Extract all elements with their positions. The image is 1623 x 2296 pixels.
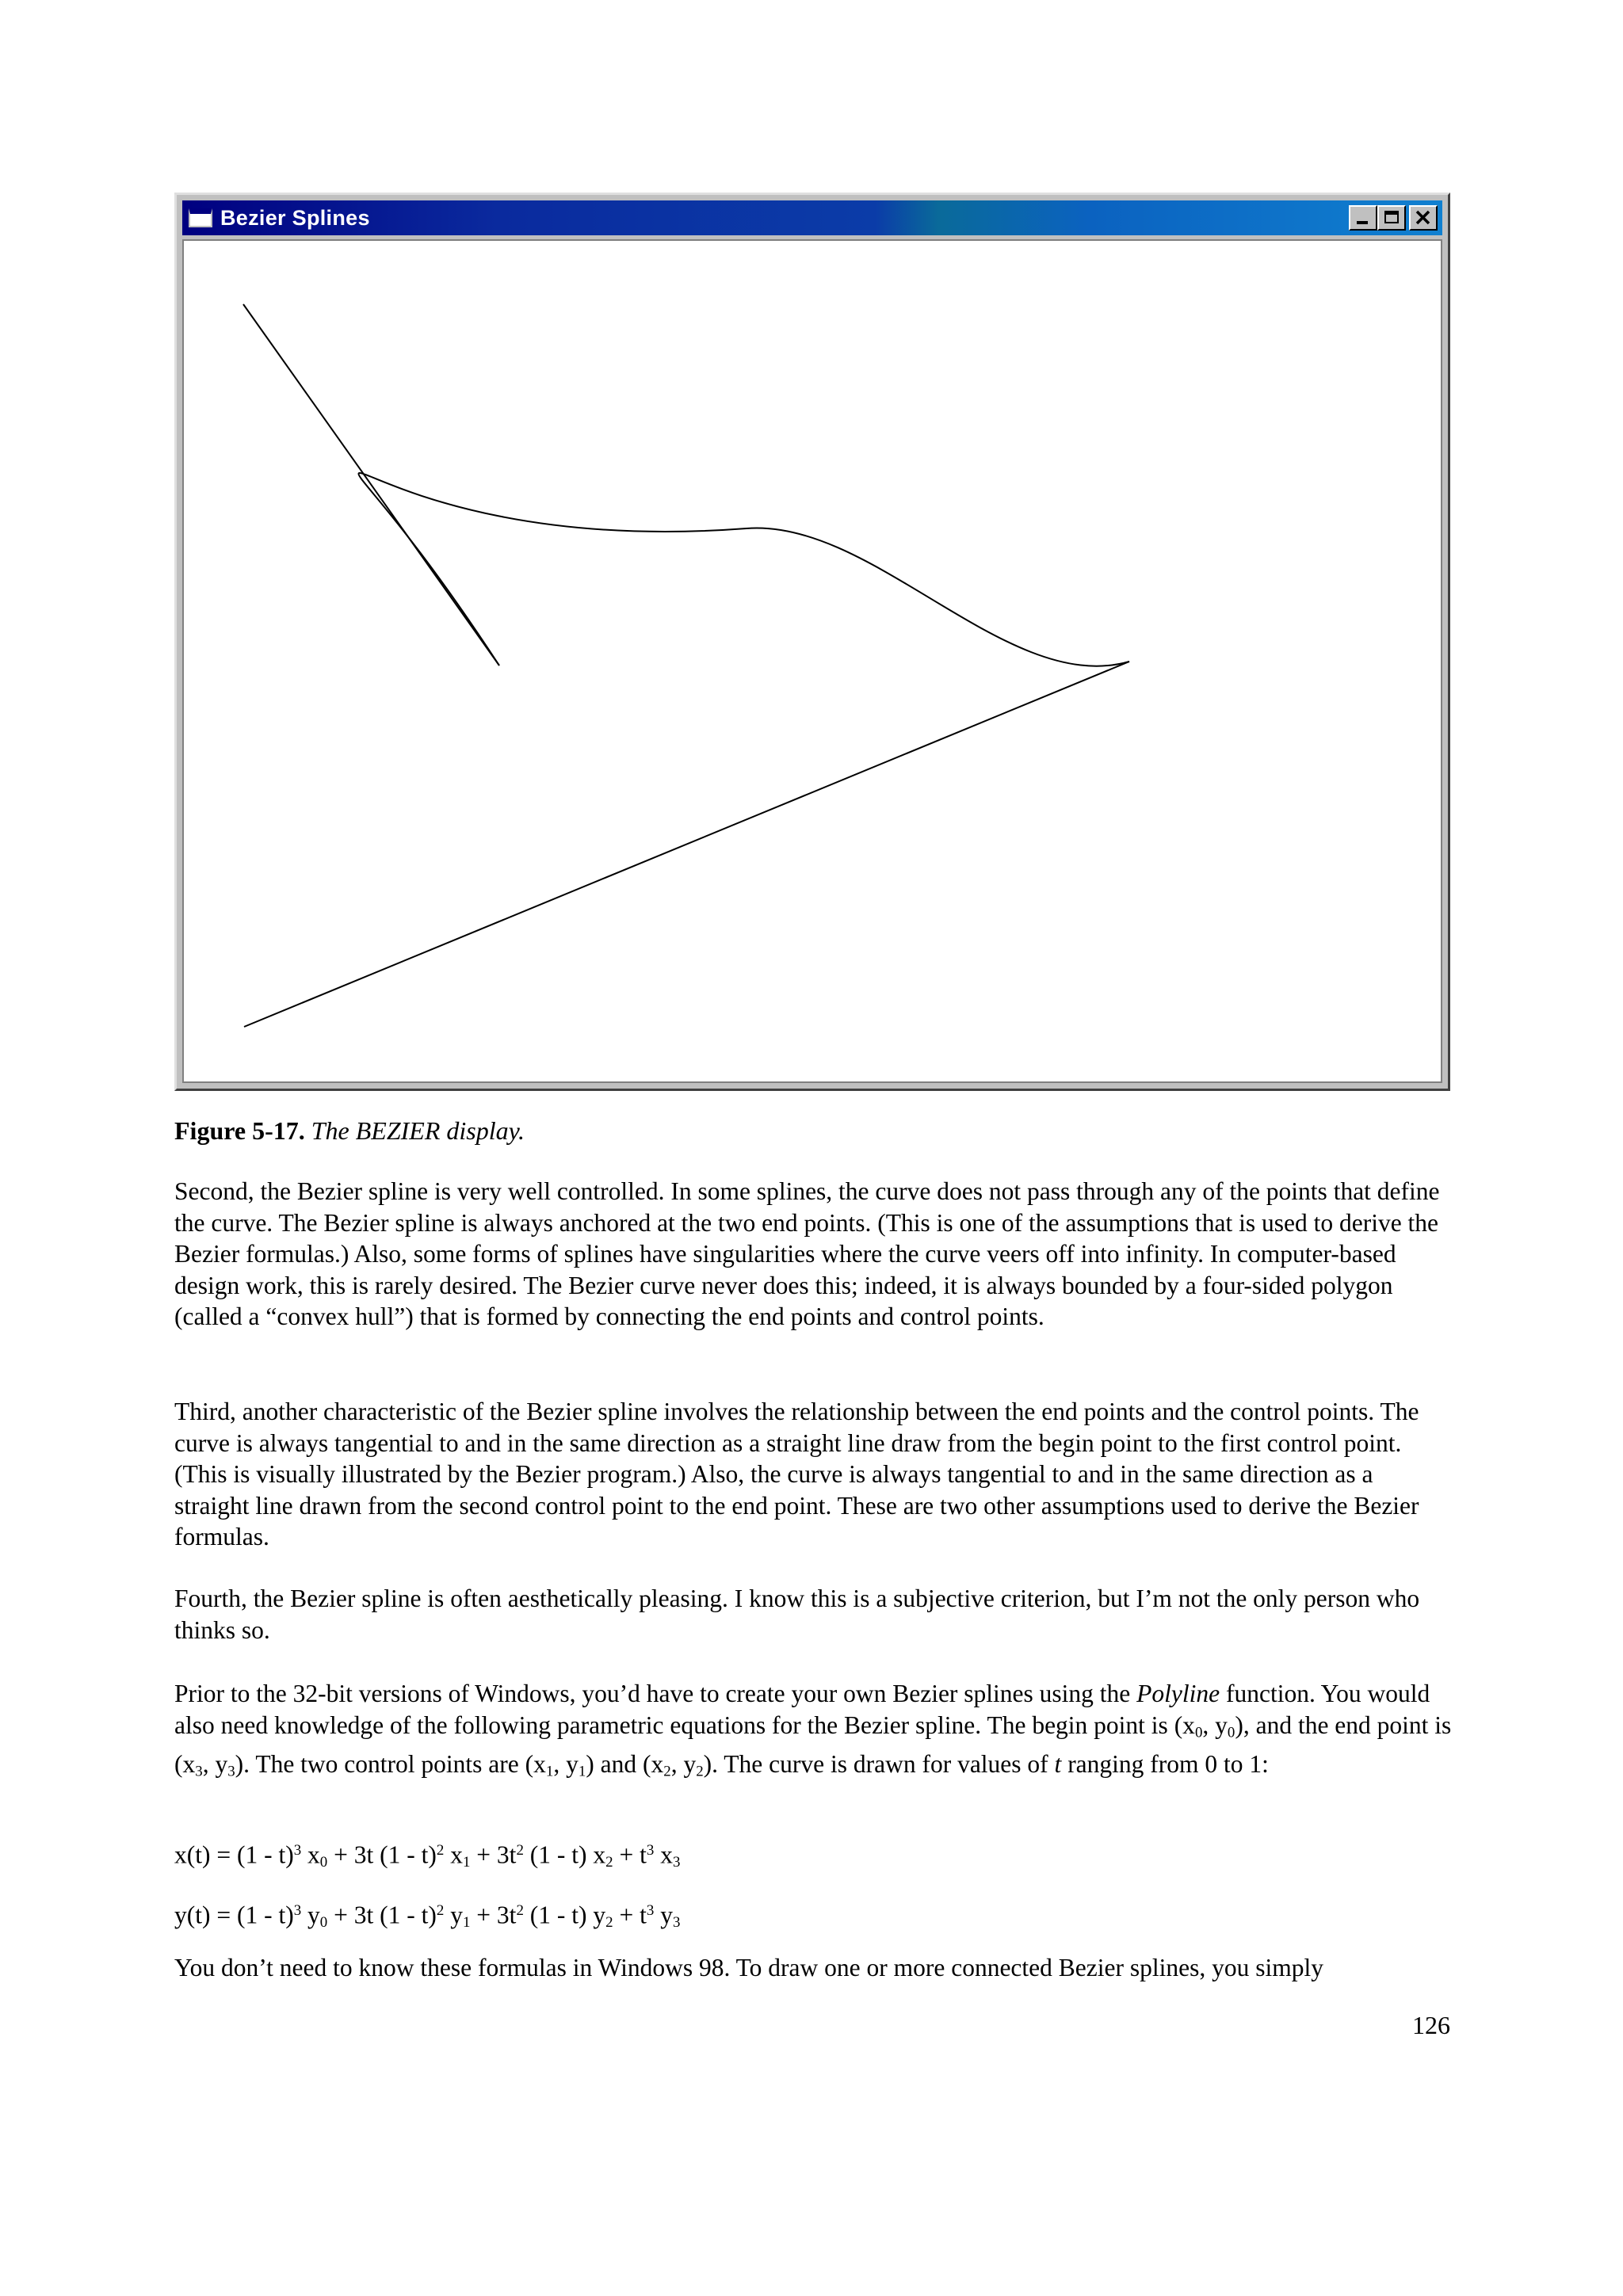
eq-part: (1 - t) x (523, 1840, 606, 1869)
close-icon (1411, 207, 1436, 229)
eq-part: x(t) = (1 - t) (174, 1840, 294, 1869)
subscript: 0 (319, 1914, 328, 1932)
title-bar[interactable] (182, 200, 1442, 235)
subscript: 1 (578, 1763, 586, 1780)
subscript: 0 (1227, 1724, 1235, 1741)
minimize-button[interactable] (1349, 205, 1377, 231)
app-window-icon[interactable] (189, 208, 212, 227)
superscript: 2 (436, 1902, 445, 1919)
p4-text: function. You would also need knowledge of the following parametric equations for the Bezier spline. The begin point is (x (174, 1680, 1430, 1739)
window-title: Bezier Splines (220, 205, 370, 230)
superscript: 2 (436, 1842, 445, 1859)
paragraph-windows98: You don’t need to know these formulas in Windows 98. To draw one or more connected Bezier splines, you simply (174, 1954, 1323, 1981)
p4-text: , y (202, 1749, 228, 1778)
bezier-drawing (184, 241, 1441, 1085)
bezier-curve (358, 473, 1129, 666)
paragraph-aesthetic: Fourth, the Bezier spline is often aesthetically pleasing. I know this is a subjective criterion, but I’m not the only person who thinks so. (174, 1585, 1420, 1644)
subscript: 0 (1194, 1724, 1203, 1741)
control-line-end (244, 662, 1129, 1027)
eq-part: y (444, 1901, 463, 1929)
subscript: 1 (545, 1763, 554, 1780)
bezier-window (174, 193, 1450, 1091)
paragraph-tangential: Third, another characteristic of the Bezier spline involves the relationship between the end points and the control points. The curve is always tangential to and in the same direction as a straight line draw from the begin point to the first control point. (This is visually illustrated by the Bezier program.) Also, the curve is always tangential to and in the same direction as a straight line drawn from the second control point to the end point. These are two other assumptions used to derive the Bezier formulas. (174, 1398, 1419, 1550)
polyline-function: Polyline (1136, 1680, 1220, 1707)
eq-part: + 3t (1 - t) (327, 1840, 437, 1869)
superscript: 3 (293, 1902, 302, 1919)
p4-text: ). The two control points are (x (235, 1749, 546, 1778)
eq-part: + 3t (1 - t) (327, 1901, 437, 1929)
paragraph-well-controlled: Second, the Bezier spline is very well controlled. In some splines, the curve does not pass through any of the points that define the curve. The Bezier spline is always anchored at the two end points. (This is one of the assumptions that is used to derive the Bezier formulas.) Also, some forms of splines have singularities where the curve veers off into infinity. In computer-based design work, this is rarely desired. The Bezier curve never does this; indeed, it is always bounded by a four-sided polygon (called a “convex hull”) that is formed by connecting the end points and control points. (174, 1177, 1440, 1330)
eq-part: x (654, 1840, 673, 1869)
client-area[interactable] (182, 239, 1442, 1083)
subscript: 2 (605, 1914, 613, 1932)
subscript: 3 (672, 1914, 681, 1932)
subscript: 2 (605, 1854, 613, 1871)
subscript: 3 (672, 1854, 681, 1871)
title-buttons (1349, 205, 1438, 231)
subscript: 1 (462, 1854, 471, 1871)
eq-part: y(t) = (1 - t) (174, 1901, 294, 1929)
eq-part: (1 - t) y (523, 1901, 606, 1929)
eq-part: + t (613, 1901, 647, 1929)
figure-title: The BEZIER display. (311, 1116, 525, 1145)
p4-text: , y (1202, 1711, 1228, 1739)
close-button[interactable] (1409, 205, 1438, 231)
control-line-begin (243, 304, 499, 666)
subscript: 3 (195, 1763, 203, 1780)
superscript: 2 (516, 1842, 524, 1859)
superscript: 3 (293, 1842, 302, 1859)
p4-text: ) and (x (586, 1749, 664, 1778)
p4-text: ). The curve is drawn for values of (703, 1749, 1055, 1778)
superscript: 2 (516, 1902, 524, 1919)
subscript: 2 (663, 1763, 671, 1780)
superscript: 3 (646, 1902, 655, 1919)
maximize-icon (1384, 211, 1399, 223)
subscript: 2 (696, 1763, 704, 1780)
figure-caption (174, 1116, 525, 1146)
eq-part: x (301, 1840, 320, 1869)
eq-part: x (444, 1840, 463, 1869)
page-number: 126 (1412, 2011, 1450, 2039)
equation-x (174, 1835, 1452, 1878)
eq-part: + t (613, 1840, 647, 1869)
p4-text: , y (670, 1749, 697, 1778)
t-variable: t (1054, 1749, 1062, 1778)
eq-part: + 3t (470, 1840, 517, 1869)
minimize-icon (1357, 221, 1368, 224)
p4-text: Prior to the 32-bit versions of Windows, you’d have to create your own Bezier splines using the (174, 1680, 1137, 1707)
equation-y (174, 1895, 1452, 1939)
superscript: 3 (646, 1842, 655, 1859)
p4-text: ), and the end point is (x (174, 1711, 1452, 1778)
p4-text: , y (553, 1749, 579, 1778)
eq-part: + 3t (470, 1901, 517, 1929)
paragraph-polyline (174, 1678, 1452, 1787)
eq-part: y (301, 1901, 320, 1929)
subscript: 3 (227, 1763, 235, 1780)
maximize-button[interactable] (1377, 205, 1406, 231)
figure-number: Figure 5-17. (174, 1116, 305, 1145)
p4-text: ranging from 0 to 1: (1061, 1749, 1269, 1778)
subscript: 0 (319, 1854, 328, 1871)
subscript: 1 (462, 1914, 471, 1932)
eq-part: y (654, 1901, 673, 1929)
